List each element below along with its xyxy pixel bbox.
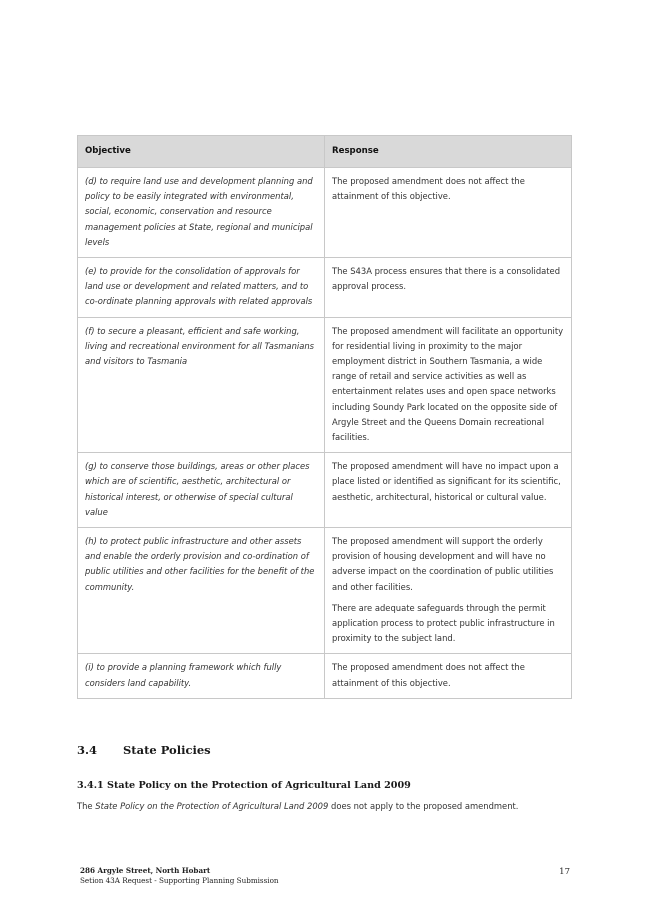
section-number: 3.4: [77, 743, 98, 757]
response-paragraph: The proposed amendment will have no impact upon a place listed or identified as significant for its scientific, aesthetic, architectural, historical or cultural value.: [332, 461, 561, 502]
subsection-heading: 3.4.1 State Policy on the Protection of Agricultural Land 2009: [77, 780, 411, 791]
objective-cell: (h) to protect public infrastructure and other assets and enable the orderly provision and co-ordination of public utilities and other facilities for the benefit of the community.: [78, 528, 325, 654]
page-number: 17: [559, 867, 570, 877]
objective-cell: (g) to conserve those buildings, areas or other places which are of scientific, aesthetic, architectural or historical interest, or otherwise of special cultural value: [78, 453, 325, 528]
response-paragraph: The proposed amendment will facilitate an opportunity for residential living in proximity to the major employment district in Southern Tasmania, a wide range of retail and service activities as well as entertainment relates uses and open space networks including Soundy Park located on the opposite side of Argyle Street and the Queens Domain recreational facilities.: [332, 325, 564, 443]
response-paragraph: The proposed amendment does not affect the attainment of this objective.: [332, 662, 525, 688]
policy-title-italic: State Policy on the Protection of Agricultural Land 2009: [95, 801, 329, 811]
table-row: [78, 258, 572, 318]
response-cell: [325, 168, 572, 258]
table-header-row: [78, 136, 572, 168]
response-paragraph: The proposed amendment does not affect the attainment of this objective.: [332, 176, 525, 202]
section-title: State Policies: [123, 743, 211, 757]
objective-cell: (d) to require land use and development planning and policy to be easily integrated with environmental, social, economic, conservation and resource management policies at State, regional and municipal levels: [78, 168, 325, 258]
response-paragraph: There are adequate safeguards through the permit application process to protect public infrastructure in proximity to the subject land.: [332, 602, 555, 644]
response-column-header: Response: [325, 136, 572, 168]
objective-cell: (i) to provide a planning framework which fully considers land capability.: [78, 654, 325, 698]
objective-cell: (f) to secure a pleasant, efficient and safe working, living and recreational environment for all Tasmanians and visitors to Tasmania: [78, 317, 325, 453]
response-cell: [325, 654, 572, 698]
objective-cell: (e) to provide for the consolidation of approvals for land use or development and related matters, and to co-ordinate planning approvals with related approvals: [78, 258, 325, 318]
paragraph-text-start: The: [77, 801, 96, 811]
response-cell: [325, 317, 572, 453]
footer-left: [80, 866, 279, 886]
objective-column-header: Objective: [78, 136, 325, 168]
objectives-table: [77, 135, 572, 699]
table-row: [78, 453, 572, 528]
paragraph-text-end: does not apply to the proposed amendment.: [328, 801, 519, 811]
response-cell: [325, 528, 572, 654]
footer-address: 286 Argyle Street, North Hobart: [80, 866, 211, 875]
table-row: [78, 317, 572, 453]
response-paragraph: The proposed amendment will support the orderly provision of housing development and will have no adverse impact on the coordination of public utilities and other facilities.: [332, 536, 554, 592]
table-row: [78, 168, 572, 258]
body-paragraph: [77, 801, 518, 811]
response-cell: [325, 453, 572, 528]
table-row: [78, 528, 572, 654]
table-row: [78, 654, 572, 698]
response-paragraph: The S43A process ensures that there is a consolidated approval process.: [332, 266, 561, 292]
section-heading: [77, 743, 211, 757]
response-cell: [325, 258, 572, 318]
footer-subtitle: Setion 43A Request - Supporting Planning Submission: [80, 876, 279, 885]
